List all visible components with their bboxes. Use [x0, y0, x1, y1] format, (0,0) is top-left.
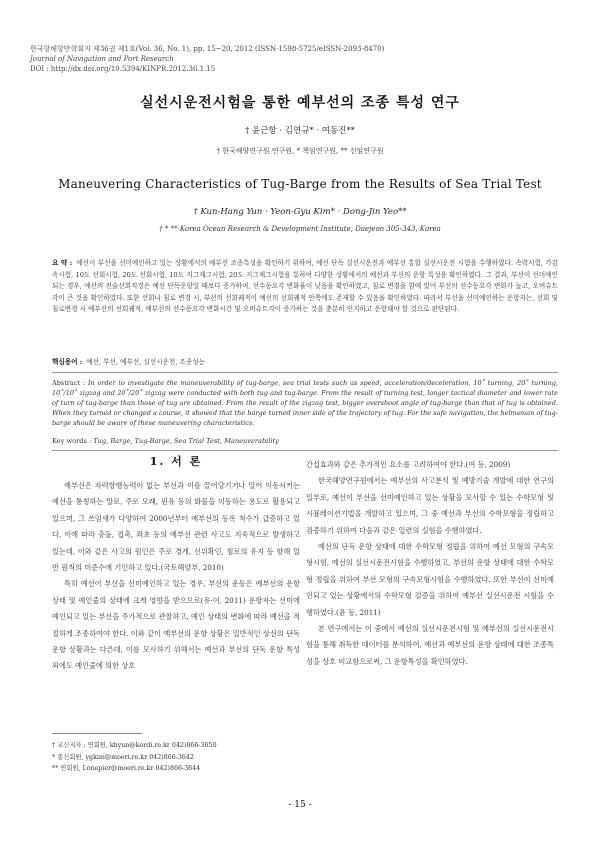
- body-paragraph: 간섭효과와 같은 추가적인 요소를 고려하여야 한다.(여 등, 2009): [306, 460, 511, 469]
- section-heading-introduction: 1. 서 론: [149, 455, 203, 468]
- body-paragraph: 예부선은 자력항행능력이 없는 부선과 이를 끌어당기거나 밀어 이동시키는 예선을 통칭하는 말로, 주로 모래, 원유 등의 화물을 이동하는 용도로 활용되고 있으며, 그 쓰임새가 다양하여 2000년부터 예부선의 등록 척수가 급증하고 있다. 이에 따라 충돌, 접촉, 좌초 등의 예부선 관련 사고도 지속적으로 발생하고 있는데, 이와 같은 사고의 원인은 주로 경계, 선위확인, 침로의 유지 등 항해 일반 원칙의 미준수에 기인하고 있다.(국토해양부, 2010): [52, 481, 300, 573]
- abstract-korean: [52, 258, 558, 316]
- body-paragraph: 예선의 단독 운항 상태에 대한 수학모형 정립을 위하여 예선 모형의 구속모형시험, 예선의 실선시운전시험을 수행하였고, 부선의 운항 상태에 대한 수학모형 정립을 위하여 부선 모형의 구속모형시험을 수행하였다. 또한 부선이 선미예인되고 있는 상황에서의 수학모형 검증을 위하여 예부선 실선시운전 시험을 수행하였다.(윤 등, 2011): [306, 542, 554, 617]
- affiliation-korean: † 한국해양연구원 연구원, * 책임연구원, ** 선임연구원: [216, 147, 384, 155]
- footnotes: [52, 740, 312, 775]
- authors-korean: † 윤근항 · 김연규* · 여동진**: [245, 126, 355, 136]
- divider-top: [52, 372, 558, 373]
- paper-title-korean: 실선시운전시험을 통한 예부선의 조종 특성 연구: [140, 95, 460, 111]
- body-paragraph: 본 연구에서는 이 중에서 예선의 실선시운전시험 및 예부선의 실선시운전시험을 통해 취득한 데이터를 분석하여, 예선과 예부선의 운항 상태에 대한 조종특성을 상호 비교함으로써, 그 운항특성을 확인하였다.: [306, 624, 554, 666]
- page-number: - 15 -: [288, 800, 312, 810]
- keywords-english: [52, 437, 558, 445]
- divider-bottom: [52, 450, 558, 451]
- journal-header: [30, 44, 384, 74]
- affiliation-english: † * ** Korea Ocean Research & Development Institute, Daejeon 305-343, Korea: [159, 225, 441, 233]
- keywords-english-label: Key words :: [52, 437, 92, 445]
- abstract-korean-text: 예선이 부선을 선미예인하고 있는 상황에서의 예부선 조종특성을 확인하기 위하여, 예선 단독 실선시운전과 예부선 통합 실선시운전 시험을 수행하였다. 속력시험, 가감속시험, 10도 선회시험, 20도 선회시험, 10도 지그재그시험, 20도 지그재그시험을 통하여 다양한 상황에서의 예선과 부선의 운항 특성을 확인하였다. 그 결과, 부선이 선미예인되는 경우, 예선의 전술선회직경은 예선 단독운항일 때보다 증가하며, 선수동요각 변화율이 낮음을 확인하였고, 침로 변경을 함에 있어 부선의 선수동요각 변화가 높고, 오버슈트각이 큰 것을 확인하였다. 또한 선회나 침로 변경 시, 부선의 선회궤적이 예선의 선회궤적 안쪽에도 존재할 수 있음을 확인하였다. 따라서 부선을 선미예인하는 운항자는, 선회 및 침로변경 시 예부선의 선회궤적, 예부선의 선수동요각 변화시간 및 오버슈트각이 증가하는 것을 충분히 인지하고 운항해야 할 것으로 판단된다.: [52, 259, 558, 313]
- footnote-corresponding-author: † 교신저자 : 연회원, khyun@kordi.re.kr 042)866-3650: [52, 742, 217, 749]
- paper-title-english: Maneuvering Characteristics of Tug-Barge from the Results of Sea Trial Test: [58, 177, 542, 191]
- body-column-left: [52, 478, 300, 675]
- keywords-korean-label: 핵심용어 :: [52, 358, 83, 366]
- keywords-english-text: Tug, Barge, Tug-Barge, Sea Trial Test, Maneuverability: [93, 437, 279, 445]
- abstract-english: [52, 378, 558, 428]
- keywords-korean: [52, 356, 558, 366]
- authors-english: † Kun-Hang Yun · Yeon-Gyu Kim* · Dong-Jin Yeo**: [193, 207, 407, 217]
- abstract-english-label: Abstract :: [52, 379, 86, 387]
- footnote-coauthor-2: ** 연회원, Lonepier@moeri.re.kr 042)866-3644: [52, 765, 201, 772]
- body-column-right: [306, 457, 554, 670]
- doi-line: DOI : http://dx.doi.org/10.5394/KINPR.2012.36.1.15: [30, 65, 216, 73]
- body-paragraph: 특히 예선이 부선을 선미예인하고 있는 경우, 부선의 운동은 예부선의 운항 상태 및 예인줄의 상태에 크게 영향을 받으므로(유·이, 2011) 운항자는 선미에 예인되고 있는 부선을 주가적으로 관찰하고, 예인 상태의 변화에 따라 예선을 적절하게 조종하여야 한다. 이와 같이 예부선의 운항 상황은 일반적인 상선의 단독 운항 상황과는 다른데, 이를 모사하기 위해서는 예선과 부선의 단독 운항 특성 외에도 예인줄에 의한 상호: [52, 579, 300, 671]
- journal-header-line-en: Journal of Navigation and Port Research: [30, 55, 174, 63]
- abstract-english-text: In order to investigate the maneuverability of tug-barge, sea trial tests such as speed, acceleration/deceleration, 10˚ turning, 20˚ turning, 10˚/10˚ zigzag and 20˚/20˚ zigzag were conducted with both tug and tug-barge. From the result of turning test, longer tactical diameter and lower rate of turn of tug-barge than those of tug are obtained. From the result of the zigzag test, bigger overshoot angle of tug-barge than that of tug is obtained. When they turned or changed a course, it showed that the barge turned inner side of the trajectory of tug. For the safe navigation, the helmsman of tug-barge should be aware of these maneuvering characteristics.: [52, 379, 558, 427]
- keywords-korean-text: 예선, 부선, 예부선, 실선시운전, 조종성능: [86, 358, 205, 366]
- footnote-coauthor-1: * 종신회원, ygkim@moeri.re.kr 042)866-3642: [52, 753, 194, 761]
- body-paragraph: 한국해양연구원에서는 예부선의 사고분석 및 예방기술 개발에 대한 연구의 일부로, 예선이 부선을 선미예인하고 있는 상황을 모사할 수 있는 수학모형 및 시뮬레이션기법을 개발하고 있으며, 그 중 예선과 부선의 수학모형을 정립하고 검증하기 위하여 다음과 같은 일련의 실험을 수행하였다.: [306, 476, 554, 535]
- abstract-korean-label: 요 약 :: [52, 259, 73, 267]
- footnote-divider: [52, 733, 142, 734]
- journal-header-line-ko: 한국항해항만학회지 제36권 제1호(Vol. 36, No. 1), pp. 15~20, 2012 (ISSN-1598-5725/eISSN-2093-8470): [30, 45, 385, 53]
